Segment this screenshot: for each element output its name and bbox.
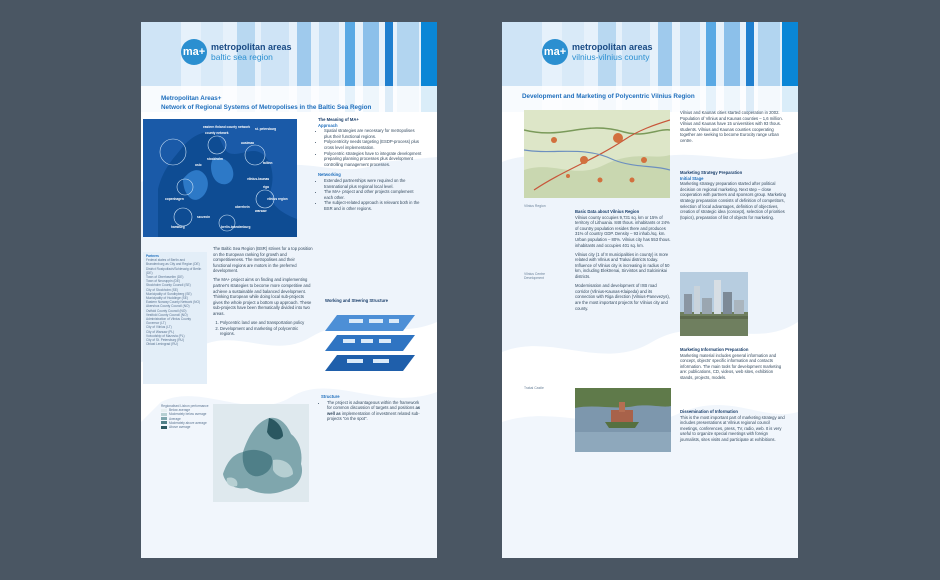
list-item: • Extended partnerships were required on the transnational plus regional local level. [324,178,422,189]
legend-label: Average [169,416,181,421]
meaning-section [318,117,422,215]
map-label: hamburg [171,225,185,229]
info-section [680,347,786,384]
subproject-list [213,320,313,337]
list-item: • Polycentric strategies have to integrate development preparing planning processes plus development controlling management processes. [324,151,422,168]
logo-line1: metropolitan areas [211,42,292,52]
basic-paragraph: Vilnius county occupies 9,731 sq. km or 15% of territory of Lithuania. 848 thous. inhabitants or 24% of country population resides there and produces 31% of country GDP. Density – 93 inhab./sq. km. Urban population – 80%. Vilnius city has 553 thous. inhabitants and occupies 401 sq. km. [575,214,671,248]
poster-metropolitan-areas [141,22,437,558]
map-label: riga [263,185,269,189]
poster-vilnius-region [502,22,798,558]
list-item: City of Stockholm (SE) [146,287,179,292]
list-item: Eastern Norway County Network (NO) [146,300,201,305]
trakai-castle-photo [575,388,671,452]
dissemination-heading: Dissemination of Information [680,409,738,414]
europe-lisbon-map [213,404,309,502]
structure-text-b: implementation of investment related sub-projects "on the spot". [327,410,420,422]
list-item: Municipality of Sundbyberg (SE) [146,291,192,296]
legend-label: Above average [169,425,191,430]
list-item: Akershus County Council (NO) [146,304,190,309]
basic-paragraph: Vilnius city (1 of 8 municipalities in county) is more related with Vilnius and Trakai districts today. Influence of Vilnius city is increasing in radius of 50 km, including Elektrenai, Sirvintos and Salcininkai districts. [575,251,670,280]
map-label: oberrhein [235,205,250,209]
list-item: Town of Neuruppin (DE) [146,279,181,284]
legend-swatch [161,426,167,429]
intro-paragraph: The MA+ project aims on finding and implementing partner's strategies to become more competitive and achieve a sustainable and balanced development. Thinking European while doing local sub-projects gives the whole project a bottom up approach. These sub-projects have been thematically divided into two areas. [213,277,312,317]
diagram-title-text: Working and Steering Structure [325,298,388,303]
basic-heading: Basic Data about Vilnius Region [575,209,640,214]
caption-map: Vilnius Region [524,204,546,208]
intro-section [680,110,786,147]
strategy-heading: Marketing Strategy Preparation [680,170,743,175]
partners-box [143,252,207,384]
logo-mark: ma+ [542,39,568,65]
map-label: st. petersburg [255,127,277,131]
basic-data-section [575,209,671,315]
logo-mark: ma+ [181,39,207,65]
meaning-heading: The Meaning of MA+ [318,117,359,122]
list-item: Oblast Leningrad (RU) [146,342,178,347]
map-label: szczecin [197,215,211,219]
list-item: • Spatial strategies are necessary for metropolises plus their functional regions. [324,128,422,139]
list-item: Voivodship of Mazovia (PL) [146,333,185,338]
strategy-section [680,170,786,224]
map-label: eastern finland county network [203,125,251,129]
map-label: berlin-brandenburg [221,225,251,229]
poster-title: Development and Marketing of Polycentric Vilnius Region [522,93,695,100]
working-structure-diagram [319,307,427,383]
list-item: City of Vilnius (LT) [146,325,172,330]
map-label: stockholm [207,157,223,161]
intro-paragraph: Vilnius and Kaunas cities started cooperation in 2002. Population of Vilnius and Kaunas counties – 1,6 million. Vilnius and Kaunas have 15 universities with 93 thous. students. Vilnius and Kaunas counties cooperating together are seeking to become Eurocity range urban centre. [680,110,783,143]
legend-swatch [161,413,167,416]
structure-label: Structure [321,394,340,399]
map-label: vilnius region [267,197,288,201]
map-label: county network [205,131,229,135]
vilnius-city-photo [680,272,748,336]
legend-swatch [161,421,167,424]
list-item: Federal states of Berlin and Brandenburg as City and Region (DE) [146,258,200,267]
map-label: uusimaa [241,141,254,145]
structure-text-bold: as well as [327,405,421,416]
map-label: vilnius-kaunas [247,177,270,181]
logo-line1: metropolitan areas [572,42,653,52]
list-item: Town of Oberhavelim (DE) [146,275,184,280]
vilnius-region-map [524,110,670,198]
list-item [327,400,425,422]
map-label: warsaw [255,209,267,213]
list-item: Stockholm County Council (SE) [146,283,191,288]
list-item: 1. Polycentric land use and transportation policy [220,320,313,326]
basic-paragraph: Modernisation and development of IXB road corridor (Vilnius-Kaunas-Klaipeda) and its connection with Riga direction (Vilnius-Panevezys), are the most important projects for Vilnius city and county. [575,283,670,311]
logo-line2: baltic sea region [211,52,273,62]
legend-title: Regionalised Lisbon performance [161,404,209,408]
info-text: Marketing material includes general information and concept, objects' specific information and contacts information. The main tools for development marketing are: publications, CD, videos, web sites, exhibition stands, projects, models. [680,352,782,380]
info-heading: Marketing Information Preparation [680,347,749,352]
legend-label: Moderately above average [169,420,207,425]
logo-line2: vilnius-vilnius county [572,52,650,62]
list-item: Vestfold County Council (NO) [146,312,188,317]
list-item: District Rostpolfach/Schleswig of Berlin (DE) [146,266,202,275]
bsr-partner-map [143,119,297,237]
diagram-title [325,298,425,304]
lisbon-legend [161,404,213,429]
legend-swatch [161,409,167,412]
networking-label: Networking [318,172,341,178]
dissemination-text: This is the most important part of marketing strategy and includes presentations at Vilnius regional council meetings, conferences, press, TV, radio, web. It is very useful to organize special meetings with foreign journalists, sites visits and participate at exhibitions. [680,414,785,442]
list-item: 2. Development and marketing of polycentric regions. [220,326,313,337]
caption-centre: Vilnius Centre Development [524,272,546,281]
title-line: Metropolitan Areas+ [161,95,222,102]
list-item: • The subject-related approach is relevant both in the BSR and in other regions. [324,200,422,211]
list-item: • The MA+ project and other projects complement each other. [324,189,422,200]
networking-list [318,178,422,212]
structure-list [321,400,425,422]
dissemination-section [680,409,786,446]
strategy-text: Marketing strategy preparation started after political decision on regional marketing. Next step – close cooperation with partners and sponsors group. Marketing strategy preparation consists of definition of competitors, selection of local advantages, definition of objectives, creation of strategic idea (concept), selection of priorities (topics), preparation of list of objects for marketing. [680,181,786,220]
partners-label: Partners [146,254,159,258]
legend-label: Below average [169,408,191,413]
structure-text-a: The project is advantageous within the framework for common discussion of targets and positions [327,399,420,411]
intro-section [213,246,313,340]
strategy-subheading: Initial Stage [680,175,704,181]
list-item: • Polycentricity needs targeting (ESDP-process) plus cross level implementation. [324,139,422,150]
approach-label: Approach [318,122,338,128]
structure-section [321,394,425,425]
map-label: oslo [195,163,202,167]
legend-entry [161,425,213,429]
legend-label: Moderately below average [169,412,207,417]
poster-title [161,95,421,112]
subtitle-line: Network of Regional Systems of Metropolises in the Baltic Sea Region [161,103,372,111]
list-item: Municipality of Huddinge (SE) [146,296,188,301]
legend-swatch [161,417,167,420]
intro-paragraph: The Baltic Sea Region (BSR) strives for a top position on the European ranking for growth and competitiveness. The metropolises and their functional regions are motors in the preferred development. [213,246,313,274]
caption-castle: Trakai Castle [524,386,544,390]
map-label: copenhagen [165,197,184,201]
map-label: tallinn [263,161,273,165]
list-item: City of Warsaw (PL) [146,329,175,334]
approach-list [318,128,422,167]
list-item: Administration of Vilnius County Governor (LT) [146,317,191,326]
list-item: Ostfold County Council (NO) [146,308,187,313]
list-item: City of St. Petersburg (RU) [146,338,184,343]
